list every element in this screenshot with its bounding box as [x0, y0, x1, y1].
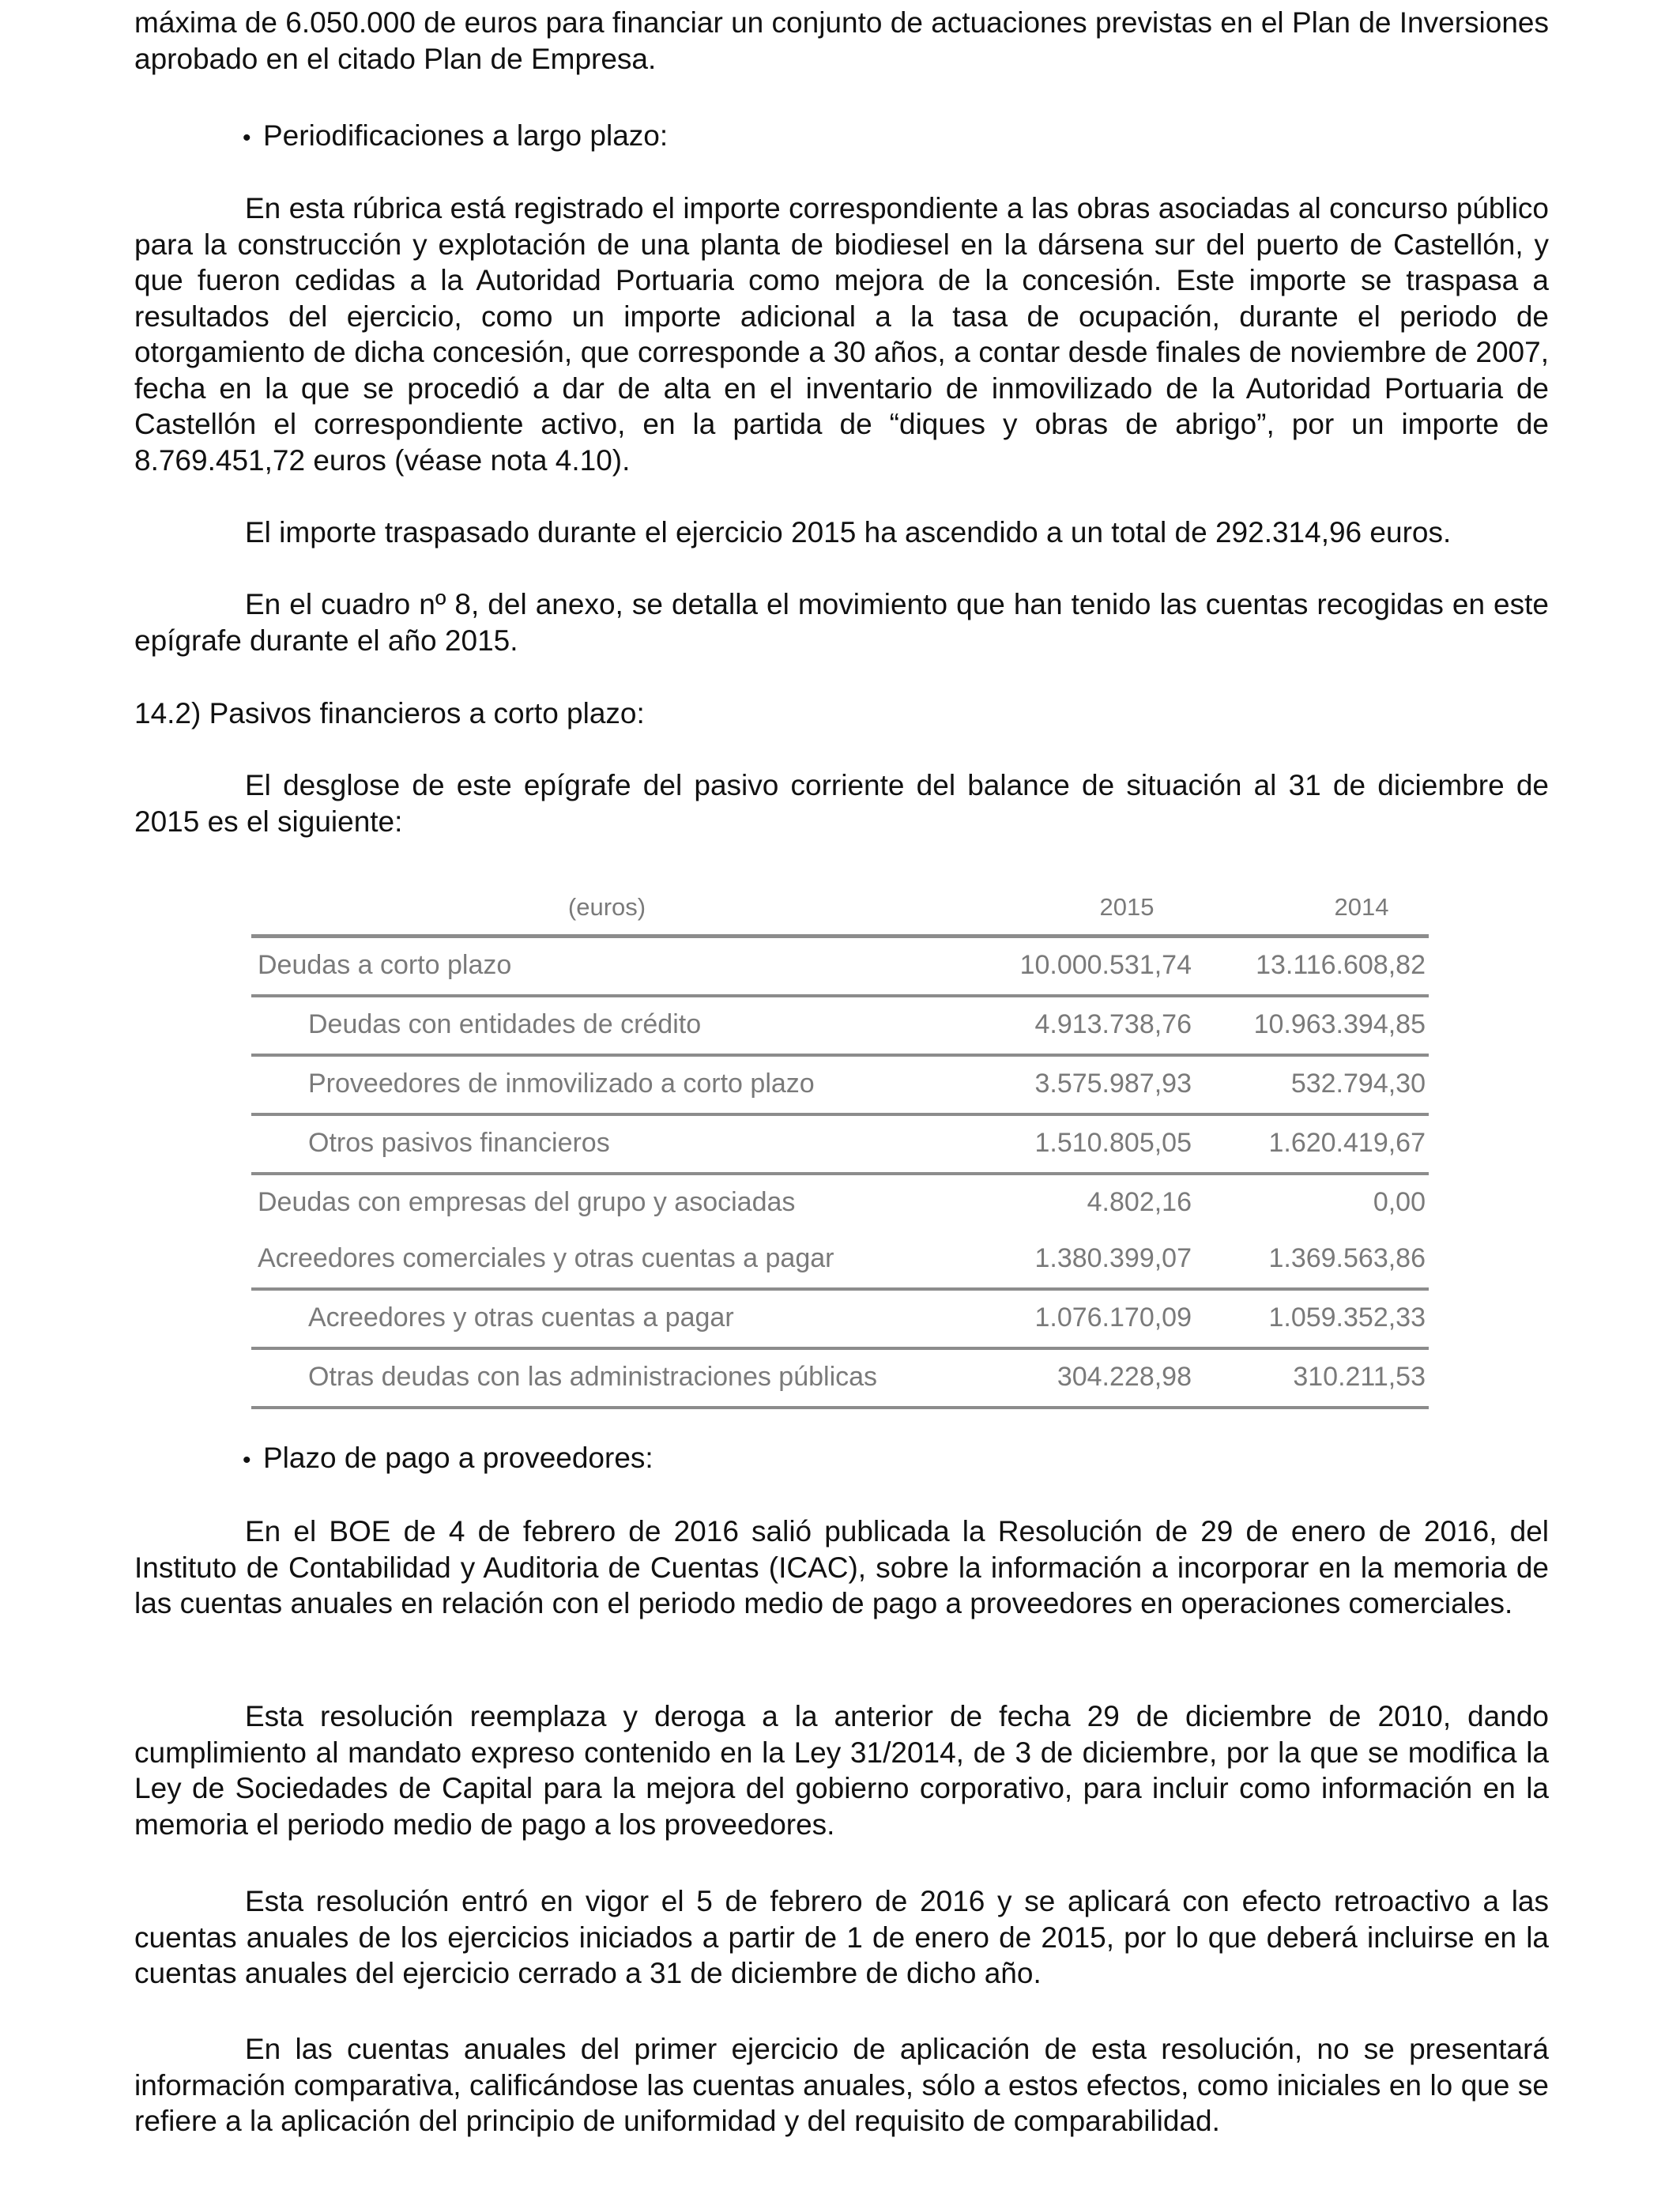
bullet-plazo-pago-label: Plazo de pago a proveedores: — [263, 1442, 654, 1474]
row-label: Deudas a corto plazo — [258, 950, 512, 980]
row-value-2015: 1.076.170,09 — [1034, 1302, 1192, 1333]
row-value-2014: 1.059.352,33 — [1268, 1302, 1426, 1333]
paragraph-cuadro-8: En el cuadro nº 8, del anexo, se detalla el movimiento que han tenido las cuentas recogidas en este epígrafe durante el año 2015. — [134, 588, 1549, 657]
row-value-2014: 1.369.563,86 — [1268, 1243, 1426, 1273]
row-value-2014: 310.211,53 — [1293, 1362, 1426, 1392]
table-row — [251, 1057, 1429, 1113]
row-label: Acreedores comerciales y otras cuentas a pagar — [258, 1243, 834, 1273]
header-2014: 2014 — [1334, 893, 1389, 921]
row-value-2014: 1.620.419,67 — [1268, 1128, 1426, 1158]
row-value-2015: 304.228,98 — [1057, 1362, 1192, 1392]
row-value-2015: 10.000.531,74 — [1019, 950, 1192, 980]
table-bottom-rule — [251, 1406, 1429, 1409]
bullet-periodificaciones — [243, 118, 668, 156]
row-value-2014: 13.116.608,82 — [1256, 950, 1426, 980]
row-label: Acreedores y otras cuentas a pagar — [308, 1302, 734, 1333]
pasivos-table — [251, 885, 1429, 1409]
paragraph-boe: En el BOE de 4 de febrero de 2016 salió publicada la Resolución de 29 de enero de 2016, del Instituto de Contabilidad y Auditoria de Cuentas (ICAC), sobre la información a incorporar en la memoria de las cuentas anuales en relación con el periodo medio de pago a proveedores en operaciones comerciales. — [134, 1515, 1549, 1619]
row-value-2014: 532.794,30 — [1290, 1069, 1426, 1099]
paragraph-vigor: Esta resolución entró en vigor el 5 de febrero de 2016 y se aplicará con efecto retroactivo a las cuentas anuales de los ejercicios iniciados a partir de 1 de enero de 2015, por lo que deberá incluirse en la cuentas anuales del ejercicio cerrado a 31 de diciembre de dicho año. — [134, 1885, 1549, 1989]
row-label: Proveedores de inmovilizado a corto plazo — [308, 1069, 815, 1099]
table-row — [251, 1291, 1429, 1347]
table-row — [251, 1175, 1429, 1231]
paragraph-importe-traspasado: El importe traspasado durante el ejercicio 2015 ha ascendido a un total de 292.314,96 euros. — [245, 516, 1452, 548]
row-label: Deudas con entidades de crédito — [308, 1009, 702, 1039]
row-value-2014: 10.963.394,85 — [1253, 1009, 1426, 1039]
table-row — [251, 1231, 1429, 1287]
row-value-2015: 3.575.987,93 — [1034, 1069, 1192, 1099]
row-value-2015: 4.802,16 — [1087, 1187, 1192, 1217]
table-row — [251, 1350, 1429, 1406]
table-row — [251, 1116, 1429, 1172]
row-label: Otros pasivos financieros — [308, 1128, 610, 1158]
paragraph-primer-ejercicio: En las cuentas anuales del primer ejercicio de aplicación de esta resolución, no se presentará información comparativa, calificándose las cuentas anuales, sólo a estos efectos, como iniciales en lo que se refiere a la aplicación del principio de uniformidad y del requisito de comparabilidad. — [134, 2033, 1549, 2137]
section-heading-14-2: 14.2) Pasivos financieros a corto plazo: — [134, 697, 645, 729]
row-value-2014: 0,00 — [1373, 1187, 1426, 1217]
row-label: Otras deudas con las administraciones públicas — [308, 1362, 878, 1392]
paragraph-financing: máxima de 6.050.000 de euros para financiar un conjunto de actuaciones previstas en el Plan de Inversiones aprobado en el citado Plan de Empresa. — [134, 6, 1549, 75]
header-units: (euros) — [567, 893, 646, 921]
bullet-periodificaciones-label: Periodificaciones a largo plazo: — [263, 119, 669, 152]
bullet-icon: • — [243, 125, 251, 151]
paragraph-periodificaciones: En esta rúbrica está registrado el importe correspondiente a las obras asociadas al concurso público para la construcción y explotación de una planta de biodiesel en la dársena sur del puerto de Castellón, y que fueron cedidas a la Autoridad Portuaria como mejora de la concesión. Este importe se traspasa a resultados del ejercicio, como un importe adicional a la tasa de ocupación, durante el periodo de otorgamiento de dicha concesión, que corresponde a 30 años, a contar desde finales de noviembre de 2007, fecha en la que se procedió a dar de alta en el inventario de inmovilizado de la Autoridad Portuaria de Castellón el correspondiente activo, en la partida de “diques y obras de abrigo”, por un importe de 8.769.451,72 euros (véase nota 4.10). — [134, 192, 1549, 477]
table-header — [251, 885, 1429, 934]
row-value-2015: 1.510.805,05 — [1034, 1128, 1192, 1158]
bullet-icon: • — [243, 1447, 251, 1473]
table-row — [251, 997, 1429, 1054]
row-label: Deudas con empresas del grupo y asociadas — [258, 1187, 796, 1217]
paragraph-resolucion-reemplaza: Esta resolución reemplaza y deroga a la anterior de fecha 29 de diciembre de 2010, dando cumplimiento al mandato expreso contenido en la Ley 31/2014, de 3 de diciembre, por la que se modifica la Ley de Sociedades de Capital para la mejora del gobierno corporativo, para incluir como información en la memoria el periodo medio de pago a los proveedores. — [134, 1700, 1549, 1841]
paragraph-desglose: El desglose de este epígrafe del pasivo corriente del balance de situación al 31 de diciembre de 2015 es el siguiente: — [134, 769, 1549, 838]
row-value-2015: 1.380.399,07 — [1034, 1243, 1192, 1273]
bullet-plazo-pago — [243, 1440, 654, 1479]
row-value-2015: 4.913.738,76 — [1034, 1009, 1192, 1039]
header-2015: 2015 — [1099, 893, 1155, 921]
table-row — [251, 938, 1429, 994]
